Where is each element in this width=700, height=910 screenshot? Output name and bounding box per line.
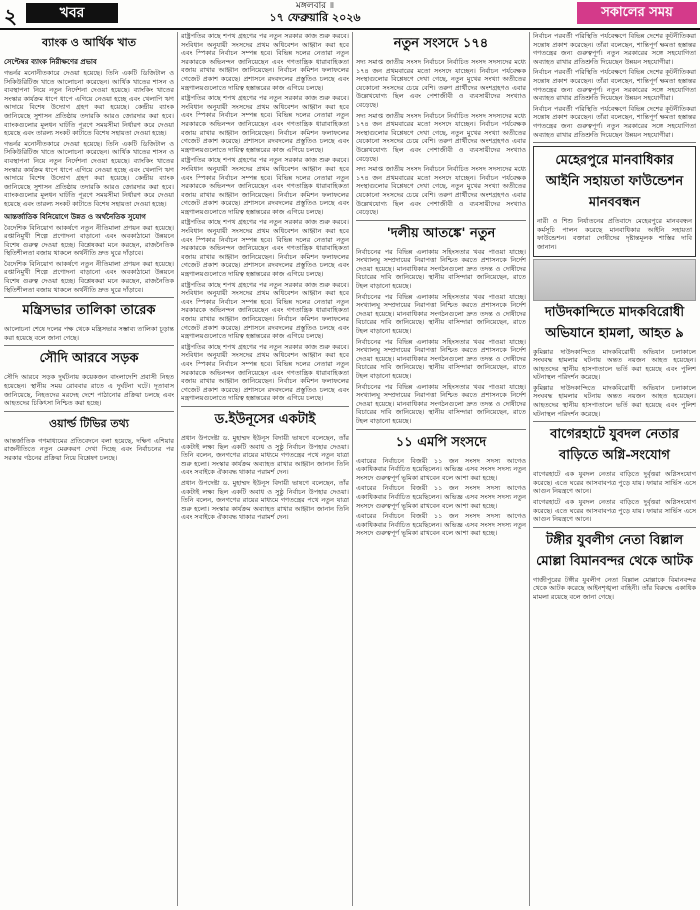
column-divider	[352, 32, 353, 906]
article-body: গভর্নর মনোনীতকারে দেওয়া হয়েছে। তিনি একটি ডিজিটাল ও সিকিউরিটিজ খাতে আলোচনা করেছেন। আর্থিক খাতের শাসন ও ব্যবস্থাপনা নিয়ে নতুন নির্দেশনা দেওয়া হয়েছে। ব্যাংকিং খাতের সংস্কার কার্যক্রম ধাপে ধাপে এগিয়ে নেওয়া হচ্ছে এবং খেলাপি ঋণ আদায়ে বিশেষ উদ্যোগ গ্রহণ করা হয়েছে। কেন্দ্রীয় ব্যাংক জানিয়েছে সুশাসন প্রতিষ্ঠায় তদারকি আরও জোরদার করা হবে। ব্যাংকগুলোর মূলধন ঘাটতি পূরণে সময়সীমা নির্ধারণ করে দেওয়া হয়েছে এবং তারল্য সংকট কাটাতে বিশেষ সহায়তা দেওয়া হচ্ছে।	[4, 69, 174, 138]
article-headline: মন্ত্রিসভার তালিকা তারেক	[22, 303, 156, 319]
weekday: মঙ্গলবার ॥	[295, 1, 335, 11]
article-body: নির্বাচনের পর বিভিন্ন এলাকায় সহিংসতার খবর পাওয়া যাচ্ছে। সংখ্যালঘু সম্প্রদায়ের নিরাপত্তা নিশ্চিত করতে প্রশাসনকে নির্দেশ দেওয়া হয়েছে। মানবাধিকার সংগঠনগুলো দ্রুত তদন্ত ও দোষীদের বিচারের দাবি জানিয়েছে। স্থানীয় বাসিন্দারা জানিয়েছেন, রাতে টহল বাড়ানো হয়েছে।	[356, 382, 526, 425]
page-number: ২	[4, 4, 18, 28]
article-headline: ১১ এমপি সংসদে	[395, 434, 487, 450]
article-body: কুমিল্লার দাউদকান্দিতে মাদকবিরোধী অভিযান চলাকালে সংঘবদ্ধ হামলার ঘটনায় অন্তত নয়জন আহত হয়েছেন। আহতদের স্থানীয় হাসপাতালে ভর্তি করা হয়েছে এবং পুলিশ ঘটনাস্থল পরিদর্শন করেছে।	[533, 383, 696, 418]
article-body: এবারের নির্বাচনে বিজয়ী ১১ জন সংসদ সদস্য আগেও একাধিকবার নির্বাচিত হয়েছিলেন। অভিজ্ঞ এসব সংসদ সদস্য নতুন সংসদে গুরুত্বপূর্ণ ভূমিকা রাখবেন বলে আশা করা হচ্ছে।	[356, 456, 526, 482]
newspaper-logo: সকালের সময়	[577, 2, 697, 24]
article-body: রাষ্ট্রপতির কাছে শপথ গ্রহণের পর নতুন সরকার কাজ শুরু করবে। সংবিধান অনুযায়ী সংসদের প্রথম অধিবেশন আহ্বান করা হবে এবং স্পিকার নির্বাচন সম্পন্ন হবে। বিভিন্ন দলের নেতারা নতুন সরকারকে অভিনন্দন জানিয়েছেন এবং গণতান্ত্রিক ধারাবাহিকতা বজায় রাখার আহ্বান জানিয়েছেন। নির্বাচন কমিশন ফলাফলের গেজেট প্রকাশ করেছে। প্রশাসনে রদবদলের প্রস্তুতিও চলছে এবং মন্ত্রণালয়গুলোতে দায়িত্ব হস্তান্তরের কাজ এগিয়ে চলছে।	[181, 218, 349, 279]
divider	[4, 297, 174, 298]
article-body: রাষ্ট্রপতির কাছে শপথ গ্রহণের পর নতুন সরকার কাজ শুরু করবে। সংবিধান অনুযায়ী সংসদের প্রথম অধিবেশন আহ্বান করা হবে এবং স্পিকার নির্বাচন সম্পন্ন হবে। বিভিন্ন দলের নেতারা নতুন সরকারকে অভিনন্দন জানিয়েছেন এবং গণতান্ত্রিক ধারাবাহিকতা বজায় রাখার আহ্বান জানিয়েছেন। নির্বাচন কমিশন ফলাফলের গেজেট প্রকাশ করেছে। প্রশাসনে রদবদলের প্রস্তুতিও চলছে এবং মন্ত্রণালয়গুলোতে দায়িত্ব হস্তান্তরের কাজ এগিয়ে চলছে।	[181, 94, 349, 154]
article-body: সৌদি আরবে সড়ক দুর্ঘটনায় কয়েকজন বাংলাদেশি প্রবাসী নিহত হয়েছেন। স্থানীয় সময় রোববার রাতে এ দুর্ঘটনা ঘটে। দূতাবাস জানিয়েছে, নিহতদের মরদেহ দেশে পাঠানোর প্রক্রিয়া চলছে এবং আহতদের চিকিৎসা নিশ্চিত করা হচ্ছে।	[4, 373, 174, 408]
article-body: রাষ্ট্রপতির কাছে শপথ গ্রহণের পর নতুন সরকার কাজ শুরু করবে। সংবিধান অনুযায়ী সংসদের প্রথম অধিবেশন আহ্বান করা হবে এবং স্পিকার নির্বাচন সম্পন্ন হবে। বিভিন্ন দলের নেতারা নতুন সরকারকে অভিনন্দন জানিয়েছেন এবং গণতান্ত্রিক ধারাবাহিকতা বজায় রাখার আহ্বান জানিয়েছেন। নির্বাচন কমিশন ফলাফলের গেজেট প্রকাশ করেছে। প্রশাসনে রদবদলের প্রস্তুতিও চলছে এবং মন্ত্রণালয়গুলোতে দায়িত্ব হস্তান্তরের কাজ এগিয়ে চলছে।	[181, 32, 349, 92]
article-body: বৈদেশিক বিনিয়োগ আকর্ষণে নতুন নীতিমালা প্রণয়ন করা হয়েছে। রপ্তানিমুখী শিল্পে প্রণোদনা বাড়ানো এবং অবকাঠামো উন্নয়নে বিশেষ গুরুত্ব দেওয়া হচ্ছে। বিশ্লেষকরা মনে করছেন, রাজনৈতিক স্থিতিশীলতা বজায় থাকলে অর্থনীতি দ্রুত ঘুরে দাঁড়াবে।	[4, 223, 174, 258]
article-subhead: সেপ্টেম্বর ব্যাংক নিরীক্ষণের প্রভাব	[4, 58, 97, 66]
article-headline: দাউদকান্দিতে মাদকবিরোধী অভিযানে হামলা, আহত ৯	[544, 304, 685, 341]
article-body: এবারের নির্বাচনে বিজয়ী ১১ জন সংসদ সদস্য আগেও একাধিকবার নির্বাচিত হয়েছিলেন। অভিজ্ঞ এসব সংসদ সদস্য নতুন সংসদে গুরুত্বপূর্ণ ভূমিকা রাখবেন বলে আশা করা হচ্ছে।	[356, 484, 526, 510]
article-body: সদ্য সমাপ্ত জাতীয় সংসদ নির্বাচনে নির্বাচিত সংসদ সদস্যদের মধ্যে ১৭৪ জন প্রথমবারের মতো সংসদে যাচ্ছেন। নির্বাচন পর্যবেক্ষক সংস্থাগুলোর বিশ্লেষণে দেখা গেছে, নতুন মুখের সংখ্যা অতীতের যেকোনো সংসদের চেয়ে বেশি। তরুণ প্রার্থীদের অংশগ্রহণও এবার উল্লেখযোগ্য ছিল এবং পেশাজীবী ও ব্যবসায়ীদের সংখ্যাও বেড়েছে।	[356, 111, 526, 163]
divider	[533, 142, 696, 143]
article-body: বাগেরহাটে এক যুবদল নেতার বাড়িতে দুর্বৃত্তরা অগ্নিসংযোগ করেছে। এতে ঘরের আসবাবপত্র পুড়ে যায়। ফায়ার সার্ভিস এসে আগুন নিয়ন্ত্রণে আনে।	[533, 470, 696, 496]
article-body: রাষ্ট্রপতির কাছে শপথ গ্রহণের পর নতুন সরকার কাজ শুরু করবে। সংবিধান অনুযায়ী সংসদের প্রথম অধিবেশন আহ্বান করা হবে এবং স্পিকার নির্বাচন সম্পন্ন হবে। বিভিন্ন দলের নেতারা নতুন সরকারকে অভিনন্দন জানিয়েছেন এবং গণতান্ত্রিক ধারাবাহিকতা বজায় রাখার আহ্বান জানিয়েছেন। নির্বাচন কমিশন ফলাফলের গেজেট প্রকাশ করেছে। প্রশাসনে রদবদলের প্রস্তুতিও চলছে এবং মন্ত্রণালয়গুলোতে দায়িত্ব হস্তান্তরের কাজ এগিয়ে চলছে।	[181, 342, 349, 403]
column-4	[533, 32, 696, 906]
article-body: প্রধান উপদেষ্টা ড. মুহাম্মদ ইউনূস বিদায়ী ভাষণে বলেছেন, তাঁর একটাই লক্ষ্য ছিল একটি অবাধ ও সুষ্ঠু নির্বাচন উপহার দেওয়া। তিনি বলেন, জনগণের রায়ের মাধ্যমে গণতন্ত্রের পথে নতুন যাত্রা শুরু হলো। সংস্কার কার্যক্রম অব্যাহত রাখার আহ্বান জানান তিনি এবং সবাইকে ঐক্যবদ্ধ থাকার পরামর্শ দেন।	[181, 433, 349, 477]
article-body: আলোচনা শেষে দলের পক্ষ থেকে মন্ত্রিসভার সম্ভাব্য তালিকা চূড়ান্ত করা হয়েছে বলে জানা গেছে।	[4, 325, 174, 342]
article-headline: ড.ইউনূসের একটাই	[214, 411, 316, 427]
article-body: নির্বাচন পরবর্তী পরিস্থিতি পর্যবেক্ষণে বিভিন্ন দেশের কূটনীতিকরা সন্তোষ প্রকাশ করেছেন। তাঁরা বলেছেন, শান্তিপূর্ণ ক্ষমতা হস্তান্তর গণতন্ত্রের জন্য গুরুত্বপূর্ণ। নতুন সরকারের সঙ্গে সহযোগিতা অব্যাহত রাখার প্রতিশ্রুতি দিয়েছেন উন্নয়ন সহযোগীরা।	[533, 68, 696, 103]
article-body: নির্বাচনের পর বিভিন্ন এলাকায় সহিংসতার খবর পাওয়া যাচ্ছে। সংখ্যালঘু সম্প্রদায়ের নিরাপত্তা নিশ্চিত করতে প্রশাসনকে নির্দেশ দেওয়া হয়েছে। মানবাধিকার সংগঠনগুলো দ্রুত তদন্ত ও দোষীদের বিচারের দাবি জানিয়েছে। স্থানীয় বাসিন্দারা জানিয়েছেন, রাতে টহল বাড়ানো হয়েছে।	[356, 247, 526, 291]
article-body: সদ্য সমাপ্ত জাতীয় সংসদ নির্বাচনে নির্বাচিত সংসদ সদস্যদের মধ্যে ১৭৪ জন প্রথমবারের মতো সংসদে যাচ্ছেন। নির্বাচন পর্যবেক্ষক সংস্থাগুলোর বিশ্লেষণে দেখা গেছে, নতুন মুখের সংখ্যা অতীতের যেকোনো সংসদের চেয়ে বেশি। তরুণ প্রার্থীদের অংশগ্রহণও এবার উল্লেখযোগ্য ছিল এবং পেশাজীবী ও ব্যবসায়ীদের সংখ্যাও বেড়েছে।	[356, 165, 526, 217]
article-body: নারী ও শিশু নির্যাতনের প্রতিবাদে মেহেরপুরে মানববন্ধন কর্মসূচি পালন করেছে মানবাধিকার আইনি সহায়তা ফাউন্ডেশন। বক্তারা দোষীদের দৃষ্টান্তমূলক শাস্তির দাবি জানান।	[537, 217, 692, 251]
article-body: গাজীপুরের টঙ্গীর যুবলীগ নেতা বিল্লাল মোল্লাকে বিমানবন্দর থেকে আটক করেছে আইনশৃঙ্খলা বাহিনী। তাঁর বিরুদ্ধে একাধিক মামলা রয়েছে বলে জানা গেছে।	[533, 575, 696, 601]
article-headline: টঙ্গীর যুবলীগ নেতা বিল্লাল মোল্লা বিমানবন্দর থেকে আটক	[536, 532, 693, 569]
divider	[356, 220, 526, 221]
article-body: নির্বাচন পরবর্তী পরিস্থিতি পর্যবেক্ষণে বিভিন্ন দেশের কূটনীতিকরা সন্তোষ প্রকাশ করেছেন। তাঁরা বলেছেন, শান্তিপূর্ণ ক্ষমতা হস্তান্তর গণতন্ত্রের জন্য গুরুত্বপূর্ণ। নতুন সরকারের সঙ্গে সহযোগিতা অব্যাহত রাখার প্রতিশ্রুতি দিয়েছেন উন্নয়ন সহযোগীরা।	[533, 32, 696, 66]
article-body: বাগেরহাটে এক যুবদল নেতার বাড়িতে দুর্বৃত্তরা অগ্নিসংযোগ করেছে। এতে ঘরের আসবাবপত্র পুড়ে যায়। ফায়ার সার্ভিস এসে আগুন নিয়ন্ত্রণে আনে।	[533, 498, 696, 524]
article-headline: মেহেরপুরে মানবাধিকার আইনি সহায়তা ফাউন্ডেশন মানববন্ধন	[545, 153, 684, 211]
article-headline: ওয়ার্ল্ড টিভির তথ্য	[49, 416, 129, 430]
masthead	[0, 0, 700, 30]
column-2	[181, 32, 349, 906]
article-headline: 'দলীয় আতঙ্কে' নতুন	[386, 225, 496, 241]
divider	[4, 411, 174, 412]
article-body: রাষ্ট্রপতির কাছে শপথ গ্রহণের পর নতুন সরকার কাজ শুরু করবে। সংবিধান অনুযায়ী সংসদের প্রথম অধিবেশন আহ্বান করা হবে এবং স্পিকার নির্বাচন সম্পন্ন হবে। বিভিন্ন দলের নেতারা নতুন সরকারকে অভিনন্দন জানিয়েছেন এবং গণতান্ত্রিক ধারাবাহিকতা বজায় রাখার আহ্বান জানিয়েছেন। নির্বাচন কমিশন ফলাফলের গেজেট প্রকাশ করেছে। প্রশাসনে রদবদলের প্রস্তুতিও চলছে এবং মন্ত্রণালয়গুলোতে দায়িত্ব হস্তান্তরের কাজ এগিয়ে চলছে।	[181, 156, 349, 216]
article-headline: সৌদি আরবে সড়ক	[39, 351, 139, 367]
article-body: এবারের নির্বাচনে বিজয়ী ১১ জন সংসদ সদস্য আগেও একাধিকবার নির্বাচিত হয়েছিলেন। অভিজ্ঞ এসব সংসদ সদস্য নতুন সংসদে গুরুত্বপূর্ণ ভূমিকা রাখবেন বলে আশা করা হচ্ছে।	[356, 512, 526, 538]
column-divider	[177, 32, 178, 906]
article-body: আন্তর্জাতিক গণমাধ্যমের প্রতিবেদনে বলা হয়েছে, দক্ষিণ এশিয়ার রাজনীতিতে নতুন মেরুকরণ দেখা দিচ্ছে এবং নির্বাচনের পর সরকার গঠনের প্রক্রিয়া নিয়ে বিশ্লেষণ চলছে।	[4, 436, 174, 462]
article-box	[533, 146, 696, 256]
date: ১৭ ফেব্রুয়ারি ২০২৬	[269, 11, 361, 24]
article-body: নির্বাচনের পর বিভিন্ন এলাকায় সহিংসতার খবর পাওয়া যাচ্ছে। সংখ্যালঘু সম্প্রদায়ের নিরাপত্তা নিশ্চিত করতে প্রশাসনকে নির্দেশ দেওয়া হয়েছে। মানবাধিকার সংগঠনগুলো দ্রুত তদন্ত ও দোষীদের বিচারের দাবি জানিয়েছে। স্থানীয় বাসিন্দারা জানিয়েছেন, রাতে টহল বাড়ানো হয়েছে।	[356, 337, 526, 380]
column-divider	[529, 32, 530, 906]
section-label: খবর	[26, 3, 118, 23]
article-subhead: আন্তর্জাতিক বিনিয়োগে উন্নত ও অর্থনৈতিক সুযোগ	[4, 212, 146, 221]
article-body: সদ্য সমাপ্ত জাতীয় সংসদ নির্বাচনে নির্বাচিত সংসদ সদস্যদের মধ্যে ১৭৪ জন প্রথমবারের মতো সংসদে যাচ্ছেন। নির্বাচন পর্যবেক্ষক সংস্থাগুলোর বিশ্লেষণে দেখা গেছে, নতুন মুখের সংখ্যা অতীতের যেকোনো সংসদের চেয়ে বেশি। তরুণ প্রার্থীদের অংশগ্রহণও এবার উল্লেখযোগ্য ছিল এবং পেশাজীবী ও ব্যবসায়ীদের সংখ্যাও বেড়েছে।	[356, 58, 526, 109]
article-body: কুমিল্লার দাউদকান্দিতে মাদকবিরোধী অভিযান চলাকালে সংঘবদ্ধ হামলার ঘটনায় অন্তত নয়জন আহত হয়েছেন। আহতদের স্থানীয় হাসপাতালে ভর্তি করা হয়েছে এবং পুলিশ ঘটনাস্থল পরিদর্শন করেছে।	[533, 347, 696, 382]
article-body: বৈদেশিক বিনিয়োগ আকর্ষণে নতুন নীতিমালা প্রণয়ন করা হয়েছে। রপ্তানিমুখী শিল্পে প্রণোদনা বাড়ানো এবং অবকাঠামো উন্নয়নে বিশেষ গুরুত্ব দেওয়া হচ্ছে। বিশ্লেষকরা মনে করছেন, রাজনৈতিক স্থিতিশীলতা বজায় থাকলে অর্থনীতি দ্রুত ঘুরে দাঁড়াবে।	[4, 259, 174, 294]
article-headline: নতুন সংসদে ১৭৪	[393, 36, 489, 51]
article-body: রাষ্ট্রপতির কাছে শপথ গ্রহণের পর নতুন সরকার কাজ শুরু করবে। সংবিধান অনুযায়ী সংসদের প্রথম অধিবেশন আহ্বান করা হবে এবং স্পিকার নির্বাচন সম্পন্ন হবে। বিভিন্ন দলের নেতারা নতুন সরকারকে অভিনন্দন জানিয়েছেন এবং গণতান্ত্রিক ধারাবাহিকতা বজায় রাখার আহ্বান জানিয়েছেন। নির্বাচন কমিশন ফলাফলের গেজেট প্রকাশ করেছে। প্রশাসনে রদবদলের প্রস্তুতিও চলছে এবং মন্ত্রণালয়গুলোতে দায়িত্ব হস্তান্তরের কাজ এগিয়ে চলছে।	[181, 280, 349, 341]
article-body: প্রধান উপদেষ্টা ড. মুহাম্মদ ইউনূস বিদায়ী ভাষণে বলেছেন, তাঁর একটাই লক্ষ্য ছিল একটি অবাধ ও সুষ্ঠু নির্বাচন উপহার দেওয়া। তিনি বলেন, জনগণের রায়ের মাধ্যমে গণতন্ত্রের পথে নতুন যাত্রা শুরু হলো। সংস্কার কার্যক্রম অব্যাহত রাখার আহ্বান জানান তিনি এবং সবাইকে ঐক্যবদ্ধ থাকার পরামর্শ দেন।	[181, 478, 349, 522]
article-headline: বাগেরহাটে যুবদল নেতার বাড়িতে অগ্নি-সংযোগ	[550, 427, 679, 464]
article-body: নির্বাচনের পর বিভিন্ন এলাকায় সহিংসতার খবর পাওয়া যাচ্ছে। সংখ্যালঘু সম্প্রদায়ের নিরাপত্তা নিশ্চিত করতে প্রশাসনকে নির্দেশ দেওয়া হয়েছে। মানবাধিকার সংগঠনগুলো দ্রুত তদন্ত ও দোষীদের বিচারের দাবি জানিয়েছে। স্থানীয় বাসিন্দারা জানিয়েছেন, রাতে টহল বাড়ানো হয়েছে।	[356, 292, 526, 336]
divider	[356, 429, 526, 430]
divider	[4, 345, 174, 346]
column-1	[4, 32, 174, 906]
article-headline: ব্যাংক ও আর্থিক খাত	[42, 36, 136, 49]
news-photo	[533, 259, 696, 301]
article-body: গভর্নর মনোনীতকারে দেওয়া হয়েছে। তিনি একটি ডিজিটাল ও সিকিউরিটিজ খাতে আলোচনা করেছেন। আর্থিক খাতের শাসন ও ব্যবস্থাপনা নিয়ে নতুন নির্দেশনা দেওয়া হয়েছে। ব্যাংকিং খাতের সংস্কার কার্যক্রম ধাপে ধাপে এগিয়ে নেওয়া হচ্ছে এবং খেলাপি ঋণ আদায়ে বিশেষ উদ্যোগ গ্রহণ করা হয়েছে। কেন্দ্রীয় ব্যাংক জানিয়েছে সুশাসন প্রতিষ্ঠায় তদারকি আরও জোরদার করা হবে। ব্যাংকগুলোর মূলধন ঘাটতি পূরণে সময়সীমা নির্ধারণ করে দেওয়া হয়েছে এবং তারল্য সংকট কাটাতে বিশেষ সহায়তা দেওয়া হচ্ছে।	[4, 139, 174, 208]
divider	[533, 421, 696, 422]
divider	[181, 406, 349, 407]
divider	[533, 527, 696, 528]
article-body: নির্বাচন পরবর্তী পরিস্থিতি পর্যবেক্ষণে বিভিন্ন দেশের কূটনীতিকরা সন্তোষ প্রকাশ করেছেন। তাঁরা বলেছেন, শান্তিপূর্ণ ক্ষমতা হস্তান্তর গণতন্ত্রের জন্য গুরুত্বপূর্ণ। নতুন সরকারের সঙ্গে সহযোগিতা অব্যাহত রাখার প্রতিশ্রুতি দিয়েছেন উন্নয়ন সহযোগীরা।	[533, 104, 696, 139]
dateline	[230, 1, 400, 23]
column-3	[356, 32, 526, 906]
